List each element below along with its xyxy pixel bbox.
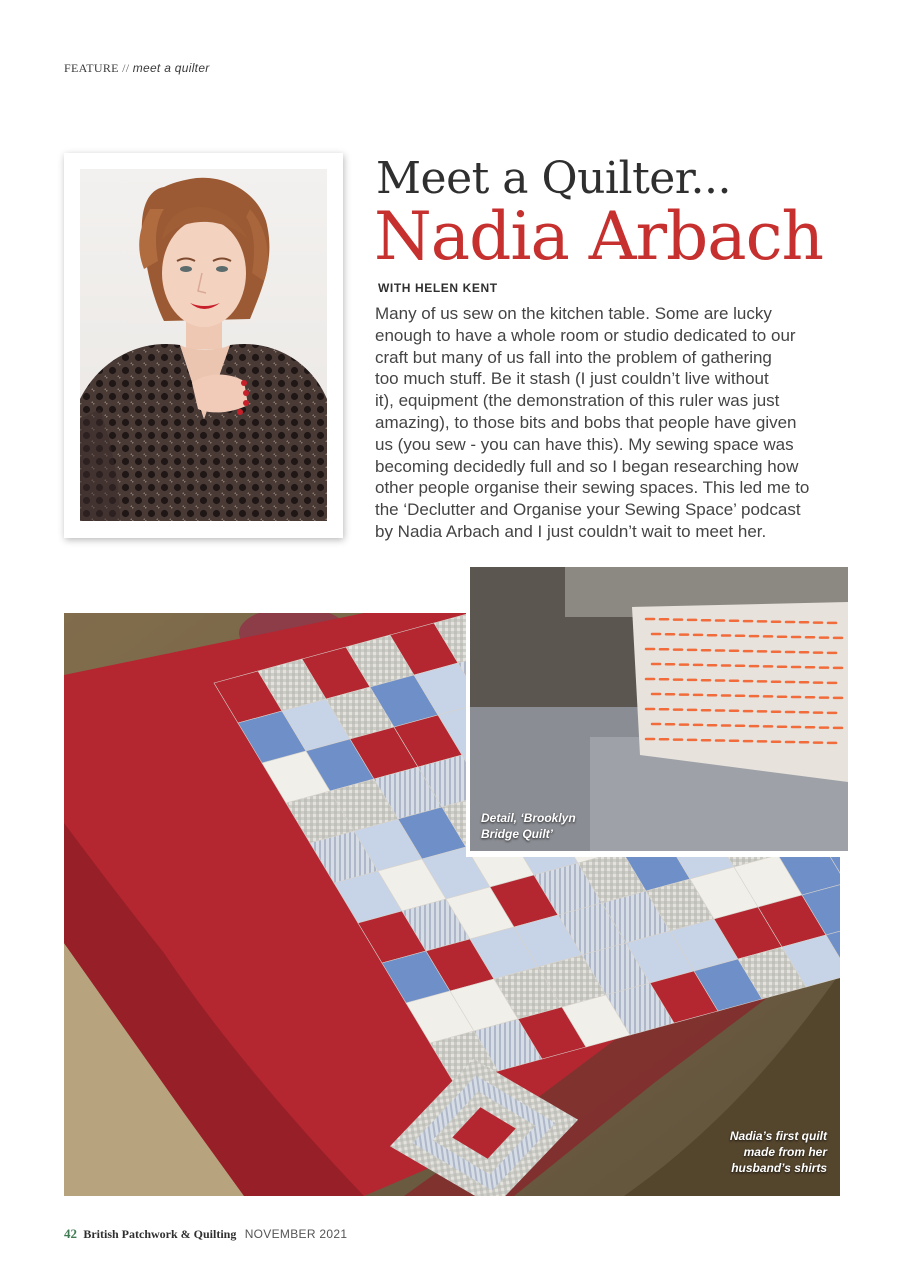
caption-main-line: Nadia’s first quilt xyxy=(729,1129,827,1143)
portrait-photo xyxy=(80,169,327,521)
caption-main-line: made from her xyxy=(743,1145,827,1159)
intro-paragraph xyxy=(375,303,845,543)
intro-line: us (you sew - you can have this). My sewing space was xyxy=(375,434,794,454)
title-line-1: Meet a Quilter... xyxy=(376,153,731,204)
page-footer xyxy=(64,1226,347,1242)
caption-detail-line: Detail, ‘Brooklyn xyxy=(481,811,576,825)
portrait-frame xyxy=(64,153,343,538)
caption-main-line: husband’s shirts xyxy=(731,1161,827,1175)
intro-line: becoming decidedly full and so I began researching how xyxy=(375,456,799,476)
issue-date: NOVEMBER 2021 xyxy=(244,1227,348,1241)
intro-line: amazing), to those bits and bobs that people have given xyxy=(375,412,797,432)
section-header xyxy=(64,61,210,76)
caption-detail xyxy=(481,810,576,842)
section-label: FEATURE xyxy=(64,61,119,75)
page-number: 42 xyxy=(64,1226,77,1241)
intro-line: it), equipment (the demonstration of this ruler was just xyxy=(375,391,780,411)
intro-line: other people organise their sewing spaces. This led me to xyxy=(375,478,810,498)
title-line-2: Nadia Arbach xyxy=(374,198,824,275)
byline: WITH HELEN KENT xyxy=(378,281,498,295)
magazine-name: British Patchwork & Quilting xyxy=(83,1227,237,1241)
intro-line: the ‘Declutter and Organise your Sewing Space’ podcast xyxy=(375,500,801,520)
section-separator: // xyxy=(122,61,130,75)
intro-line: Many of us sew on the kitchen table. Some are lucky xyxy=(375,304,772,323)
caption-detail-line: Bridge Quilt’ xyxy=(481,827,553,841)
caption-main xyxy=(730,1128,827,1176)
intro-line: by Nadia Arbach and I just couldn’t wait to meet her. xyxy=(375,521,767,541)
subsection-label: meet a quilter xyxy=(132,61,210,75)
quilt-detail-image xyxy=(470,567,848,851)
intro-line: enough to have a whole room or studio dedicated to our xyxy=(375,325,796,345)
intro-line: craft but many of us fall into the problem of gathering xyxy=(375,347,772,367)
intro-line: too much stuff. Be it stash (I just couldn’t live without xyxy=(375,369,769,389)
